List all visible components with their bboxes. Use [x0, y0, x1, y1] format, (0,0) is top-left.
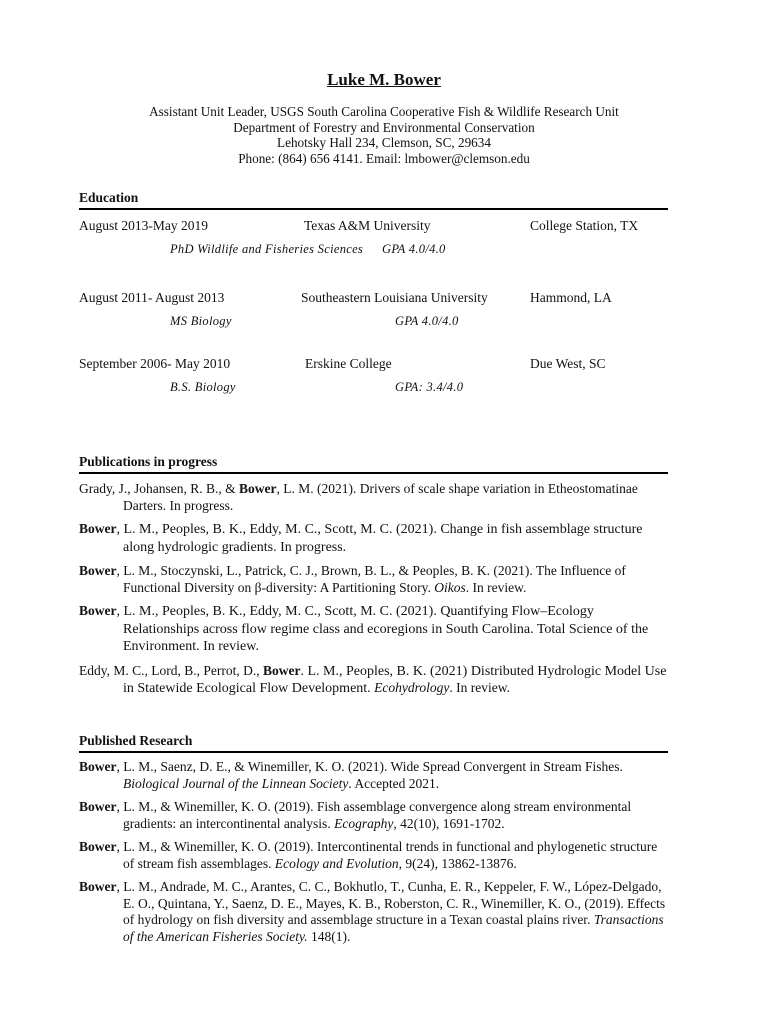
pub-author-bold: Bower	[79, 603, 117, 618]
department-line: Department of Forestry and Environmental Conservation	[233, 119, 535, 135]
pub-author-bold: Bower	[79, 759, 117, 774]
pub-author-bold: Bower	[239, 481, 277, 496]
pub-author-bold: Bower	[79, 799, 117, 814]
pub-journal: Biological Journal of the Linnean Society	[123, 775, 349, 791]
publication-entry	[79, 603, 669, 656]
pub-text: , L. M., Saenz, D. E., & Winemiller, K. O. (2021). Wide Spread Convergent in Stream Fishes.	[116, 759, 623, 774]
edu-location: Hammond, LA	[530, 290, 612, 305]
education-entry	[79, 218, 679, 260]
pub-tail: , 9(24), 13862-13876.	[398, 855, 517, 871]
edu-school: Southeastern Louisiana University	[301, 290, 488, 305]
pub-text: , L. M., & Winemiller, K. O. (2019). Intercontinental trends in functional and phylogenetic structure of stream fish assemblages.	[116, 839, 658, 871]
published-research-heading: Published Research	[79, 733, 668, 753]
pub-tail: . In review.	[465, 579, 527, 595]
contact-line: Phone: (864) 656 4141. Email: lmbower@clemson.edu	[238, 150, 530, 166]
edu-school: Texas A&M University	[304, 218, 431, 233]
pub-author-bold: Bower	[79, 839, 117, 854]
edu-school: Erskine College	[305, 356, 392, 371]
education-heading: Education	[79, 190, 668, 210]
edu-dates: August 2013-May 2019	[79, 218, 208, 233]
publication-entry	[79, 563, 669, 596]
cv-header	[0, 70, 768, 166]
publication-entry	[79, 663, 669, 698]
publication-entry	[79, 521, 669, 556]
pub-text: . L. M., Peoples, B. K. (2021) Distributed Hydrologic Model Use in Statewide Ecological Flow Development.	[123, 663, 667, 696]
pub-journal: Ecohydrology	[374, 680, 450, 695]
edu-gpa: GPA: 3.4/4.0	[395, 380, 464, 394]
address-line: Lehotsky Hall 234, Clemson, SC, 29634	[277, 135, 491, 150]
pub-author-bold: Bower	[79, 563, 117, 578]
pub-text: , L. M., Peoples, B. K., Eddy, M. C., Scott, M. C. (2021). Change in fish assemblage structure along hydrologic gradients. In progress.	[116, 522, 643, 555]
pub-journal: Ecography	[334, 815, 394, 831]
pub-tail: . Accepted 2021.	[348, 775, 440, 791]
publication-entry	[79, 481, 669, 514]
pub-text: , L. M., & Winemiller, K. O. (2019). Fish assemblage convergence along stream environmental gradients: an intercontinental analysis.	[116, 799, 632, 831]
publication-entry	[79, 839, 669, 872]
edu-degree: PhD Wildlife and Fisheries Sciences	[170, 242, 364, 256]
education-entry	[79, 356, 679, 398]
job-title-line: Assistant Unit Leader, USGS South Carolina Cooperative Fish & Wildlife Research Unit	[149, 104, 619, 119]
published-research-list	[79, 759, 669, 952]
person-name: Luke M. Bower	[327, 70, 441, 89]
education-entry	[79, 290, 679, 332]
edu-gpa: GPA 4.0/4.0	[382, 242, 446, 256]
publication-entry	[79, 879, 669, 945]
pub-author-bold: Bower	[79, 879, 117, 894]
pub-tail: . In review.	[449, 680, 511, 695]
pub-author-bold: Bower	[79, 521, 117, 536]
publication-entry	[79, 799, 669, 832]
pub-text: , L. M., Peoples, B. K., Eddy, M. C., Scott, M. C. (2021). Quantifying Flow–Ecology Relationships across flow regime class and ecoregions in South Carolina. Total Science of the Environment. In review.	[116, 604, 649, 654]
pub-journal: Oikos	[434, 579, 466, 595]
pub-author-bold: Bower	[263, 662, 301, 678]
pub-text: , L. M., Andrade, M. C., Arantes, C. C., Bokhutlo, T., Cunha, E. R., Keppeler, F. W., López-Delgado, E. O., Quintana, Y., Saenz, D. E., Mayes, K. B., Roberston, C. R., Winemiller, K. O., (2019). Effects of hydrology on fish diversity and assemblage structure in a Texan coastal plains river.	[116, 879, 666, 927]
publications-in-progress-list	[79, 481, 669, 705]
edu-location: College Station, TX	[530, 218, 639, 233]
pub-journal: Ecology and Evolution	[274, 855, 399, 871]
pub-authors-pre: Eddy, M. C., Lord, B., Perrot, D.,	[79, 662, 263, 678]
pub-authors-pre: Grady, J., Johansen, R. B., &	[79, 481, 239, 496]
edu-location: Due West, SC	[530, 356, 606, 371]
pub-tail: , 42(10), 1691-1702.	[393, 815, 505, 831]
edu-dates: September 2006- May 2010	[79, 356, 231, 371]
pub-text: , L. M., Stoczynski, L., Patrick, C. J., Brown, B. L., & Peoples, B. K. (2021). The Influence of Functional Diversity on β-diversity: A Partitioning Story.	[116, 563, 626, 595]
pub-journal: Transactions of the American Fisheries Society.	[123, 912, 664, 944]
publication-entry	[79, 759, 669, 792]
pub-text: , L. M. (2021). Drivers of scale shape variation in Etheostomatinae Darters. In progress.	[123, 481, 638, 513]
pub-tail: 148(1).	[307, 928, 351, 944]
publications-in-progress-heading: Publications in progress	[79, 454, 668, 474]
edu-degree: B.S. Biology	[170, 380, 236, 394]
edu-gpa: GPA 4.0/4.0	[395, 314, 459, 328]
edu-dates: August 2011- August 2013	[79, 290, 225, 305]
edu-degree: MS Biology	[170, 314, 232, 328]
